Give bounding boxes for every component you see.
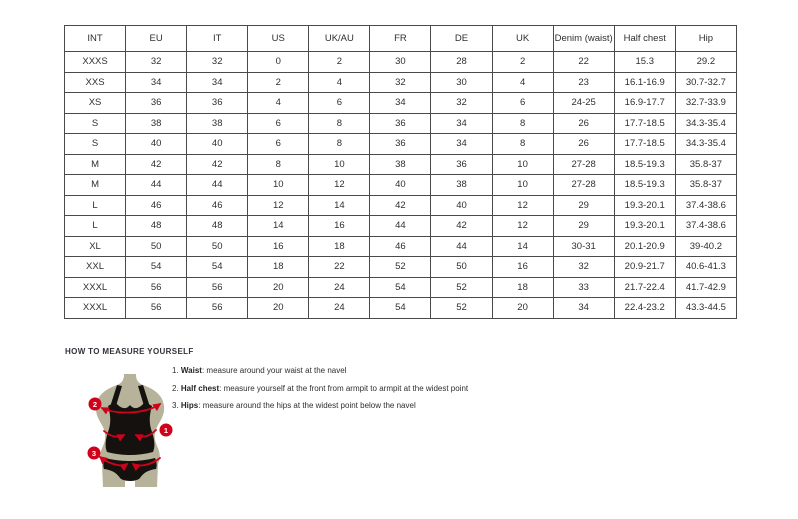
size-value-cell: 30 bbox=[370, 52, 431, 73]
size-table bbox=[64, 25, 737, 319]
size-value-cell: 43.3-44.5 bbox=[675, 298, 736, 319]
size-value-cell: 32 bbox=[553, 257, 614, 278]
size-value-cell: 34.3-35.4 bbox=[675, 134, 736, 155]
step-text: : measure yourself at the front from armpit to armpit at the widest point bbox=[219, 383, 469, 393]
size-value-cell: 40 bbox=[187, 134, 248, 155]
size-value-cell: 56 bbox=[187, 298, 248, 319]
table-row bbox=[65, 236, 737, 257]
waist-marker-badge bbox=[160, 424, 173, 437]
size-value-cell: 29.2 bbox=[675, 52, 736, 73]
size-value-cell: 26 bbox=[553, 113, 614, 134]
size-value-cell: 24 bbox=[309, 298, 370, 319]
column-header: FR bbox=[370, 26, 431, 52]
size-value-cell: 6 bbox=[248, 113, 309, 134]
size-value-cell: 22 bbox=[309, 257, 370, 278]
size-value-cell: 32.7-33.9 bbox=[675, 93, 736, 114]
size-table-body bbox=[65, 52, 737, 319]
table-row bbox=[65, 113, 737, 134]
header-row bbox=[65, 26, 737, 52]
size-value-cell: 39-40.2 bbox=[675, 236, 736, 257]
size-value-cell: 10 bbox=[248, 175, 309, 196]
table-row bbox=[65, 72, 737, 93]
measure-step bbox=[172, 384, 468, 394]
size-table-head bbox=[65, 26, 737, 52]
size-value-cell: 8 bbox=[492, 113, 553, 134]
size-value-cell: 16.9-17.7 bbox=[614, 93, 675, 114]
size-value-cell: 12 bbox=[309, 175, 370, 196]
waist-marker-number: 1 bbox=[163, 426, 169, 435]
column-header: Half chest bbox=[614, 26, 675, 52]
size-value-cell: 56 bbox=[187, 277, 248, 298]
size-value-cell: 14 bbox=[492, 236, 553, 257]
step-number: 3. bbox=[172, 401, 181, 410]
size-value-cell: 56 bbox=[126, 277, 187, 298]
size-value-cell: 20.1-20.9 bbox=[614, 236, 675, 257]
size-value-cell: 54 bbox=[126, 257, 187, 278]
column-header: INT bbox=[65, 26, 126, 52]
size-value-cell: 27-28 bbox=[553, 154, 614, 175]
size-value-cell: 35.8-37 bbox=[675, 154, 736, 175]
size-value-cell: 26 bbox=[553, 134, 614, 155]
size-label-cell: XL bbox=[65, 236, 126, 257]
size-value-cell: 37.4-38.6 bbox=[675, 216, 736, 237]
measure-steps bbox=[172, 366, 468, 419]
size-value-cell: 8 bbox=[309, 113, 370, 134]
measure-step bbox=[172, 401, 468, 411]
step-text: : measure around your waist at the navel bbox=[201, 366, 347, 375]
size-value-cell: 50 bbox=[187, 236, 248, 257]
size-value-cell: 12 bbox=[492, 216, 553, 237]
size-value-cell: 33 bbox=[553, 277, 614, 298]
table-row bbox=[65, 93, 737, 114]
table-row bbox=[65, 52, 737, 73]
size-value-cell: 36 bbox=[370, 113, 431, 134]
size-label-cell: M bbox=[65, 154, 126, 175]
size-value-cell: 6 bbox=[248, 134, 309, 155]
size-label-cell: XXXL bbox=[65, 298, 126, 319]
size-value-cell: 48 bbox=[126, 216, 187, 237]
size-value-cell: 18.5-19.3 bbox=[614, 154, 675, 175]
size-value-cell: 52 bbox=[370, 257, 431, 278]
size-value-cell: 44 bbox=[431, 236, 492, 257]
size-value-cell: 46 bbox=[126, 195, 187, 216]
size-value-cell: 21.7-22.4 bbox=[614, 277, 675, 298]
size-value-cell: 42 bbox=[126, 154, 187, 175]
size-value-cell: 16 bbox=[492, 257, 553, 278]
size-value-cell: 48 bbox=[187, 216, 248, 237]
size-label-cell: XXL bbox=[65, 257, 126, 278]
size-value-cell: 20 bbox=[248, 277, 309, 298]
table-row bbox=[65, 277, 737, 298]
size-value-cell: 10 bbox=[309, 154, 370, 175]
size-value-cell: 32 bbox=[431, 93, 492, 114]
size-value-cell: 19.3-20.1 bbox=[614, 195, 675, 216]
size-value-cell: 2 bbox=[492, 52, 553, 73]
size-label-cell: M bbox=[65, 175, 126, 196]
size-value-cell: 24-25 bbox=[553, 93, 614, 114]
step-number: 1. bbox=[172, 366, 181, 375]
size-value-cell: 23 bbox=[553, 72, 614, 93]
size-value-cell: 52 bbox=[431, 298, 492, 319]
size-value-cell: 54 bbox=[370, 298, 431, 319]
step-text: : measure around the hips at the widest point below the navel bbox=[198, 401, 416, 410]
size-value-cell: 17.7-18.5 bbox=[614, 134, 675, 155]
size-value-cell: 15.3 bbox=[614, 52, 675, 73]
size-value-cell: 34 bbox=[187, 72, 248, 93]
size-value-cell: 38 bbox=[187, 113, 248, 134]
size-value-cell: 29 bbox=[553, 195, 614, 216]
size-value-cell: 35.8-37 bbox=[675, 175, 736, 196]
size-value-cell: 14 bbox=[248, 216, 309, 237]
step-label: Waist bbox=[180, 366, 202, 375]
column-header: Denim (waist) bbox=[553, 26, 614, 52]
size-value-cell: 44 bbox=[126, 175, 187, 196]
measurement-figure-illustration bbox=[83, 373, 177, 495]
size-value-cell: 32 bbox=[187, 52, 248, 73]
size-value-cell: 17.7-18.5 bbox=[614, 113, 675, 134]
size-value-cell: 20 bbox=[492, 298, 553, 319]
size-value-cell: 42 bbox=[370, 195, 431, 216]
size-value-cell: 18 bbox=[309, 236, 370, 257]
size-value-cell: 36 bbox=[370, 134, 431, 155]
size-value-cell: 52 bbox=[431, 277, 492, 298]
size-value-cell: 34.3-35.4 bbox=[675, 113, 736, 134]
chest-marker-number: 2 bbox=[92, 400, 98, 409]
size-value-cell: 41.7-42.9 bbox=[675, 277, 736, 298]
size-value-cell: 2 bbox=[248, 72, 309, 93]
size-value-cell: 56 bbox=[126, 298, 187, 319]
size-value-cell: 54 bbox=[187, 257, 248, 278]
size-label-cell: S bbox=[65, 134, 126, 155]
size-value-cell: 18 bbox=[492, 277, 553, 298]
size-label-cell: S bbox=[65, 113, 126, 134]
size-value-cell: 34 bbox=[431, 113, 492, 134]
size-value-cell: 12 bbox=[248, 195, 309, 216]
size-value-cell: 4 bbox=[309, 72, 370, 93]
column-header: UK/AU bbox=[309, 26, 370, 52]
size-value-cell: 0 bbox=[248, 52, 309, 73]
step-number: 2. bbox=[172, 383, 181, 393]
size-value-cell: 4 bbox=[248, 93, 309, 114]
measure-step bbox=[172, 366, 468, 376]
size-value-cell: 2 bbox=[309, 52, 370, 73]
size-value-cell: 34 bbox=[553, 298, 614, 319]
size-value-cell: 34 bbox=[431, 134, 492, 155]
size-value-cell: 42 bbox=[187, 154, 248, 175]
size-value-cell: 44 bbox=[187, 175, 248, 196]
size-value-cell: 40 bbox=[431, 195, 492, 216]
size-value-cell: 34 bbox=[126, 72, 187, 93]
size-value-cell: 29 bbox=[553, 216, 614, 237]
size-value-cell: 36 bbox=[187, 93, 248, 114]
size-value-cell: 38 bbox=[126, 113, 187, 134]
size-value-cell: 10 bbox=[492, 154, 553, 175]
size-value-cell: 40.6-41.3 bbox=[675, 257, 736, 278]
size-value-cell: 6 bbox=[309, 93, 370, 114]
size-value-cell: 36 bbox=[126, 93, 187, 114]
size-value-cell: 28 bbox=[431, 52, 492, 73]
size-value-cell: 42 bbox=[431, 216, 492, 237]
size-value-cell: 46 bbox=[187, 195, 248, 216]
size-value-cell: 27-28 bbox=[553, 175, 614, 196]
step-label: Half chest bbox=[180, 383, 220, 393]
size-value-cell: 24 bbox=[309, 277, 370, 298]
size-value-cell: 32 bbox=[126, 52, 187, 73]
size-value-cell: 18.5-19.3 bbox=[614, 175, 675, 196]
table-row bbox=[65, 154, 737, 175]
size-value-cell: 16 bbox=[309, 216, 370, 237]
size-value-cell: 6 bbox=[492, 93, 553, 114]
size-value-cell: 46 bbox=[370, 236, 431, 257]
column-header: IT bbox=[187, 26, 248, 52]
hips-marker-badge bbox=[88, 447, 101, 460]
size-value-cell: 50 bbox=[126, 236, 187, 257]
size-label-cell: XXXS bbox=[65, 52, 126, 73]
size-value-cell: 8 bbox=[248, 154, 309, 175]
size-value-cell: 20 bbox=[248, 298, 309, 319]
size-value-cell: 30.7-32.7 bbox=[675, 72, 736, 93]
size-value-cell: 16.1-16.9 bbox=[614, 72, 675, 93]
column-header: EU bbox=[126, 26, 187, 52]
size-value-cell: 12 bbox=[492, 195, 553, 216]
size-value-cell: 38 bbox=[370, 154, 431, 175]
size-value-cell: 54 bbox=[370, 277, 431, 298]
size-value-cell: 22 bbox=[553, 52, 614, 73]
size-value-cell: 30 bbox=[431, 72, 492, 93]
size-value-cell: 4 bbox=[492, 72, 553, 93]
size-value-cell: 30-31 bbox=[553, 236, 614, 257]
size-value-cell: 50 bbox=[431, 257, 492, 278]
table-row bbox=[65, 195, 737, 216]
size-value-cell: 37.4-38.6 bbox=[675, 195, 736, 216]
column-header: Hip bbox=[675, 26, 736, 52]
size-label-cell: XXS bbox=[65, 72, 126, 93]
table-row bbox=[65, 298, 737, 319]
step-label: Hips bbox=[180, 401, 199, 410]
table-row bbox=[65, 257, 737, 278]
size-value-cell: 8 bbox=[492, 134, 553, 155]
hips-marker-number: 3 bbox=[91, 449, 97, 458]
table-row bbox=[65, 134, 737, 155]
size-value-cell: 19.3-20.1 bbox=[614, 216, 675, 237]
table-row bbox=[65, 175, 737, 196]
size-value-cell: 44 bbox=[370, 216, 431, 237]
size-value-cell: 22.4-23.2 bbox=[614, 298, 675, 319]
size-value-cell: 38 bbox=[431, 175, 492, 196]
column-header: DE bbox=[431, 26, 492, 52]
size-value-cell: 16 bbox=[248, 236, 309, 257]
measure-guide-title: HOW TO MEASURE YOURSELF bbox=[65, 347, 194, 356]
chest-marker-badge bbox=[89, 398, 102, 411]
size-label-cell: XXXL bbox=[65, 277, 126, 298]
size-label-cell: L bbox=[65, 195, 126, 216]
size-value-cell: 36 bbox=[431, 154, 492, 175]
size-value-cell: 8 bbox=[309, 134, 370, 155]
size-value-cell: 34 bbox=[370, 93, 431, 114]
size-value-cell: 14 bbox=[309, 195, 370, 216]
size-value-cell: 20.9-21.7 bbox=[614, 257, 675, 278]
size-value-cell: 32 bbox=[370, 72, 431, 93]
size-value-cell: 40 bbox=[126, 134, 187, 155]
size-value-cell: 10 bbox=[492, 175, 553, 196]
column-header: US bbox=[248, 26, 309, 52]
size-label-cell: XS bbox=[65, 93, 126, 114]
size-label-cell: L bbox=[65, 216, 126, 237]
size-value-cell: 40 bbox=[370, 175, 431, 196]
column-header: UK bbox=[492, 26, 553, 52]
size-value-cell: 18 bbox=[248, 257, 309, 278]
table-row bbox=[65, 216, 737, 237]
